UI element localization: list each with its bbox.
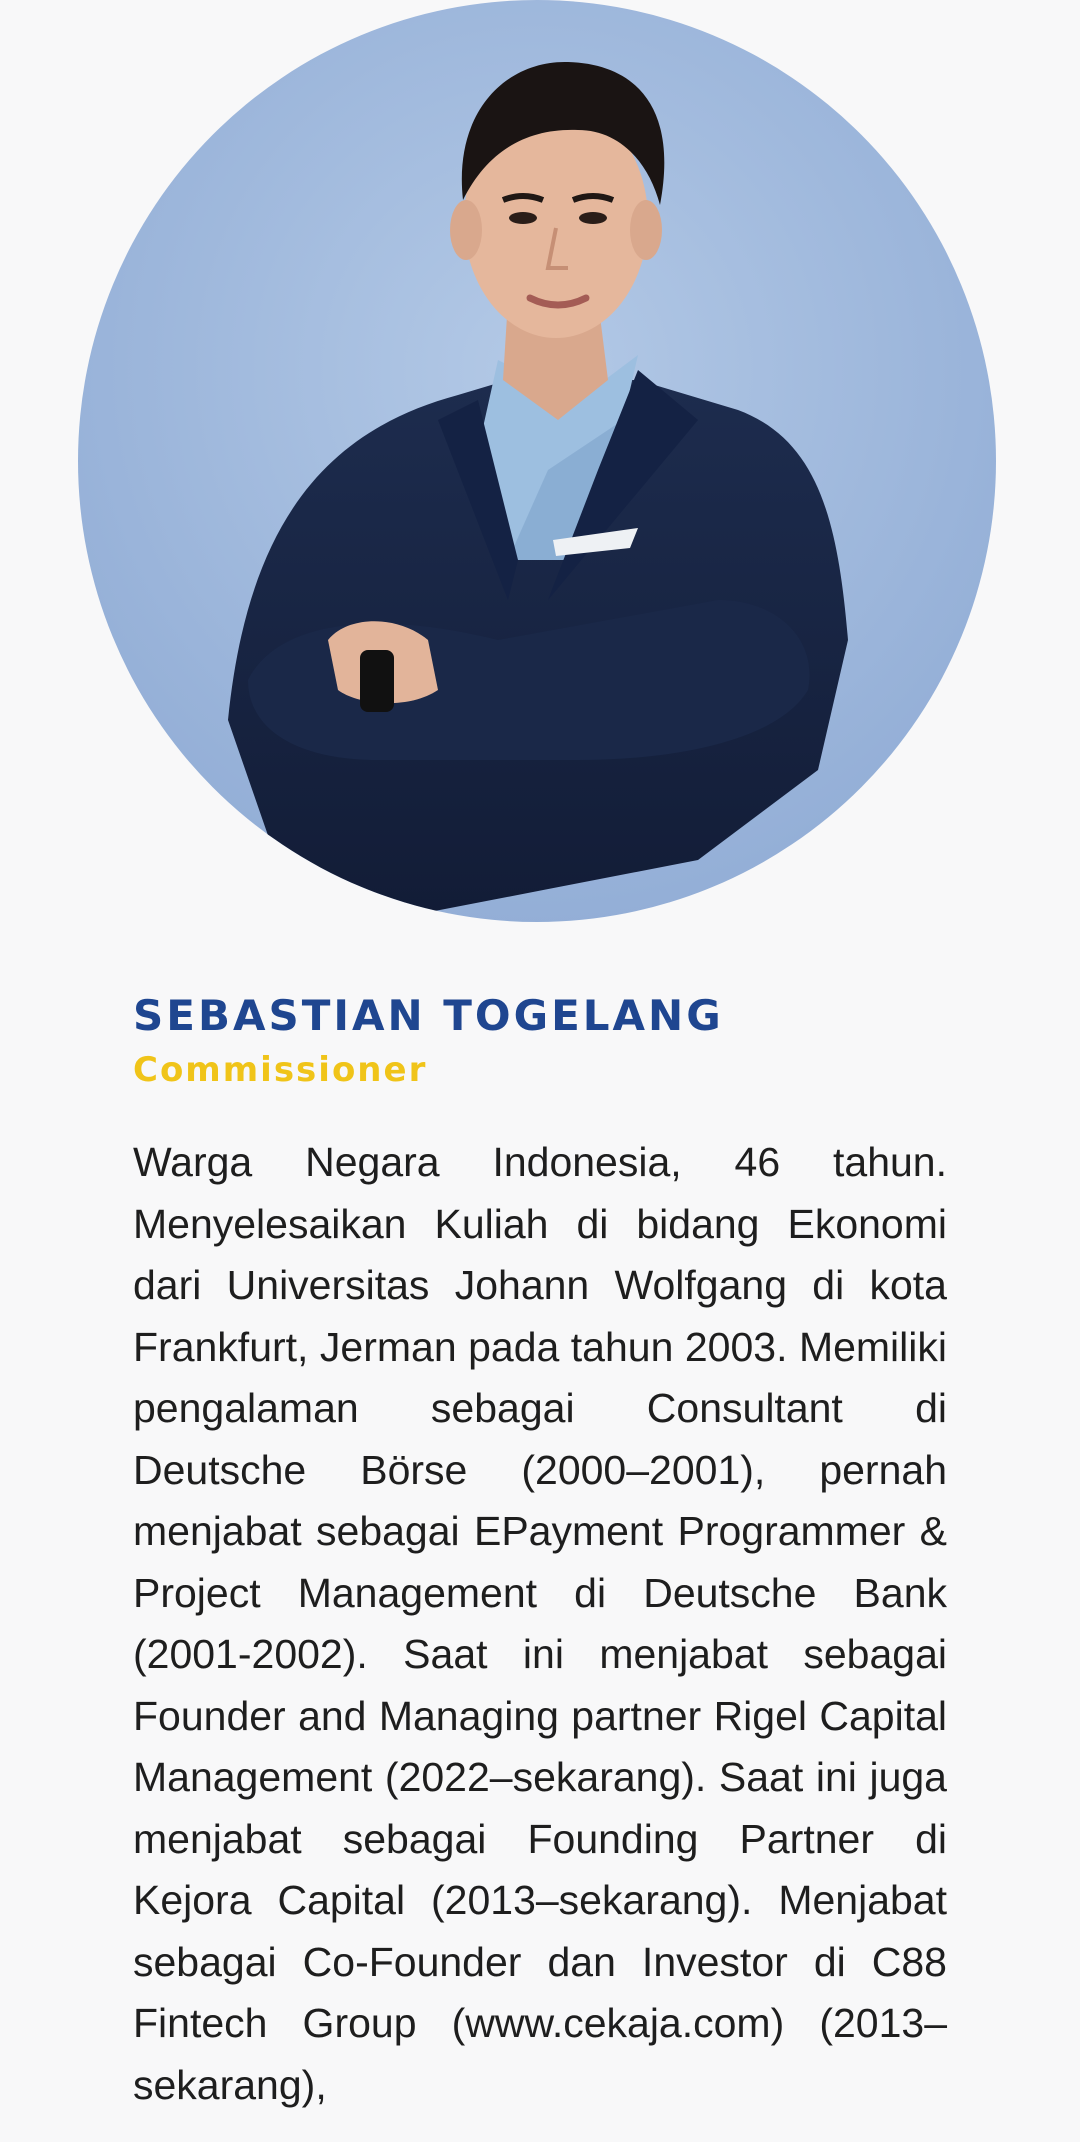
person-role: Commissioner <box>133 1050 428 1090</box>
portrait-photo <box>78 0 996 922</box>
profile-details <box>133 990 947 2116</box>
portrait-illustration <box>78 0 996 922</box>
person-bio: Warga Negara Indonesia, 46 tahun. Menyelesaikan Kuliah di bidang Ekonomi dari Universitas Johann Wolfgang di kota Frankfurt, Jerman pada tahun 2003. Memiliki pengalaman sebagai Consultant di Deutsche Börse (2000–2001), pernah menjabat sebagai EPayment Programmer & Project Management di Deutsche Bank (2001-2002). Saat ini menjabat sebagai Founder and Managing partner Rigel Capital Management (2022–sekarang). Saat ini juga menjabat sebagai Founding Partner di Kejora Capital (2013–sekarang). Menjabat sebagai Co-Founder dan Investor di C88 Fintech Group (www.cekaja.com) (2013–sekarang), <box>133 1139 947 2108</box>
person-name: SEBASTIAN TOGELANG <box>133 991 724 1040</box>
